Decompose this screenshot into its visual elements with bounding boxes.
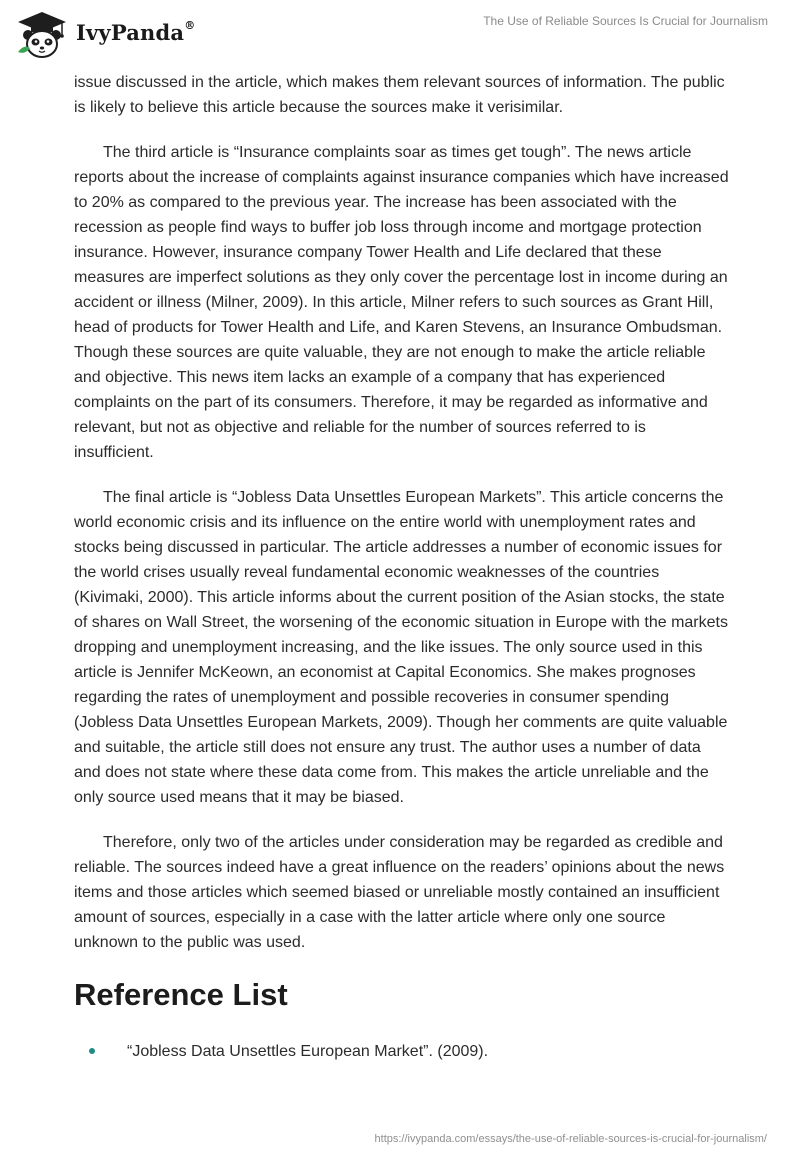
- paragraph-third-article: The third article is “Insurance complaints soar as times get tough”. The news article reports about the increase of complaints against insurance companies which have increased to 20% as compared to the previous year. The increase has been associated with the recession as people find ways to buffer job loss through income and mortgage protection insurance. However, insurance company Tower Health and Life declared that these measures are imperfect solutions as they only cover the percentage lost in income during an accident or illness (Milner, 2009). In this article, Milner refers to such sources as Grant Hill, head of products for Tower Health and Life, and Karen Stevens, an Insurance Ombudsman. Though these sources are quite valuable, they are not enough to make the article reliable and objective. This news item lacks an example of a company that has experienced complaints on the part of its consumers. Therefore, it may be regarded as informative and relevant, but not as objective and reliable for the number of sources referred to is insufficient.: [74, 144, 729, 461]
- paragraph-continued: issue discussed in the article, which makes them relevant sources of information. The public is likely to believe this article because the sources make it verisimilar.: [74, 74, 725, 116]
- bullet-icon: [89, 1048, 95, 1054]
- reference-text: “Jobless Data Unsettles European Market”. (2009).: [127, 1043, 489, 1060]
- brand-name[interactable]: IvyPanda®: [76, 19, 196, 45]
- reference-item: [74, 1039, 730, 1064]
- registered-mark: ®: [184, 19, 196, 32]
- reference-list: [74, 1039, 730, 1064]
- paragraph-conclusion: Therefore, only two of the articles under consideration may be regarded as credible and reliable. The sources indeed have a great influence on the readers’ opinions about the news items and those articles which seemed biased or unreliable mostly contained an insufficient amount of sources, especially in a case with the latter article where only one source unknown to the public was used.: [74, 834, 725, 951]
- essay-body: [74, 70, 730, 1064]
- reference-list-heading: Reference List: [74, 977, 288, 1012]
- source-url[interactable]: https://ivypanda.com/essays/the-use-of-reliable-sources-is-crucial-for-journalism/: [374, 1133, 767, 1145]
- page-header: [0, 0, 800, 70]
- paragraph-final-article: The final article is “Jobless Data Unsettles European Markets”. This article concerns the world economic crisis and its influence on the entire world with unemployment rates and stocks being discussed in particular. The article addresses a number of economic issues for the world crises usually reveal fundamental economic weaknesses of the countries (Kivimaki, 2000). This article informs about the current position of the Asian stocks, the state of shares on Wall Street, the worsening of the economic situation in Europe with the markets dropping and unemployment increasing, and the like issues. The only source used in this article is Jennifer McKeown, an economist at Capital Economics. She makes prognoses regarding the rates of unemployment and possible recoveries in consumer spending (Jobless Data Unsettles European Markets, 2009). Though her comments are quite valuable and suitable, the article still does not ensure any trust. The author uses a number of data and does not state where these data come from. This makes the article unreliable and the only source used means that it may be biased.: [74, 489, 728, 806]
- document-title: The Use of Reliable Sources Is Crucial for Journalism: [483, 14, 768, 28]
- graduation-panda-icon[interactable]: [14, 8, 70, 64]
